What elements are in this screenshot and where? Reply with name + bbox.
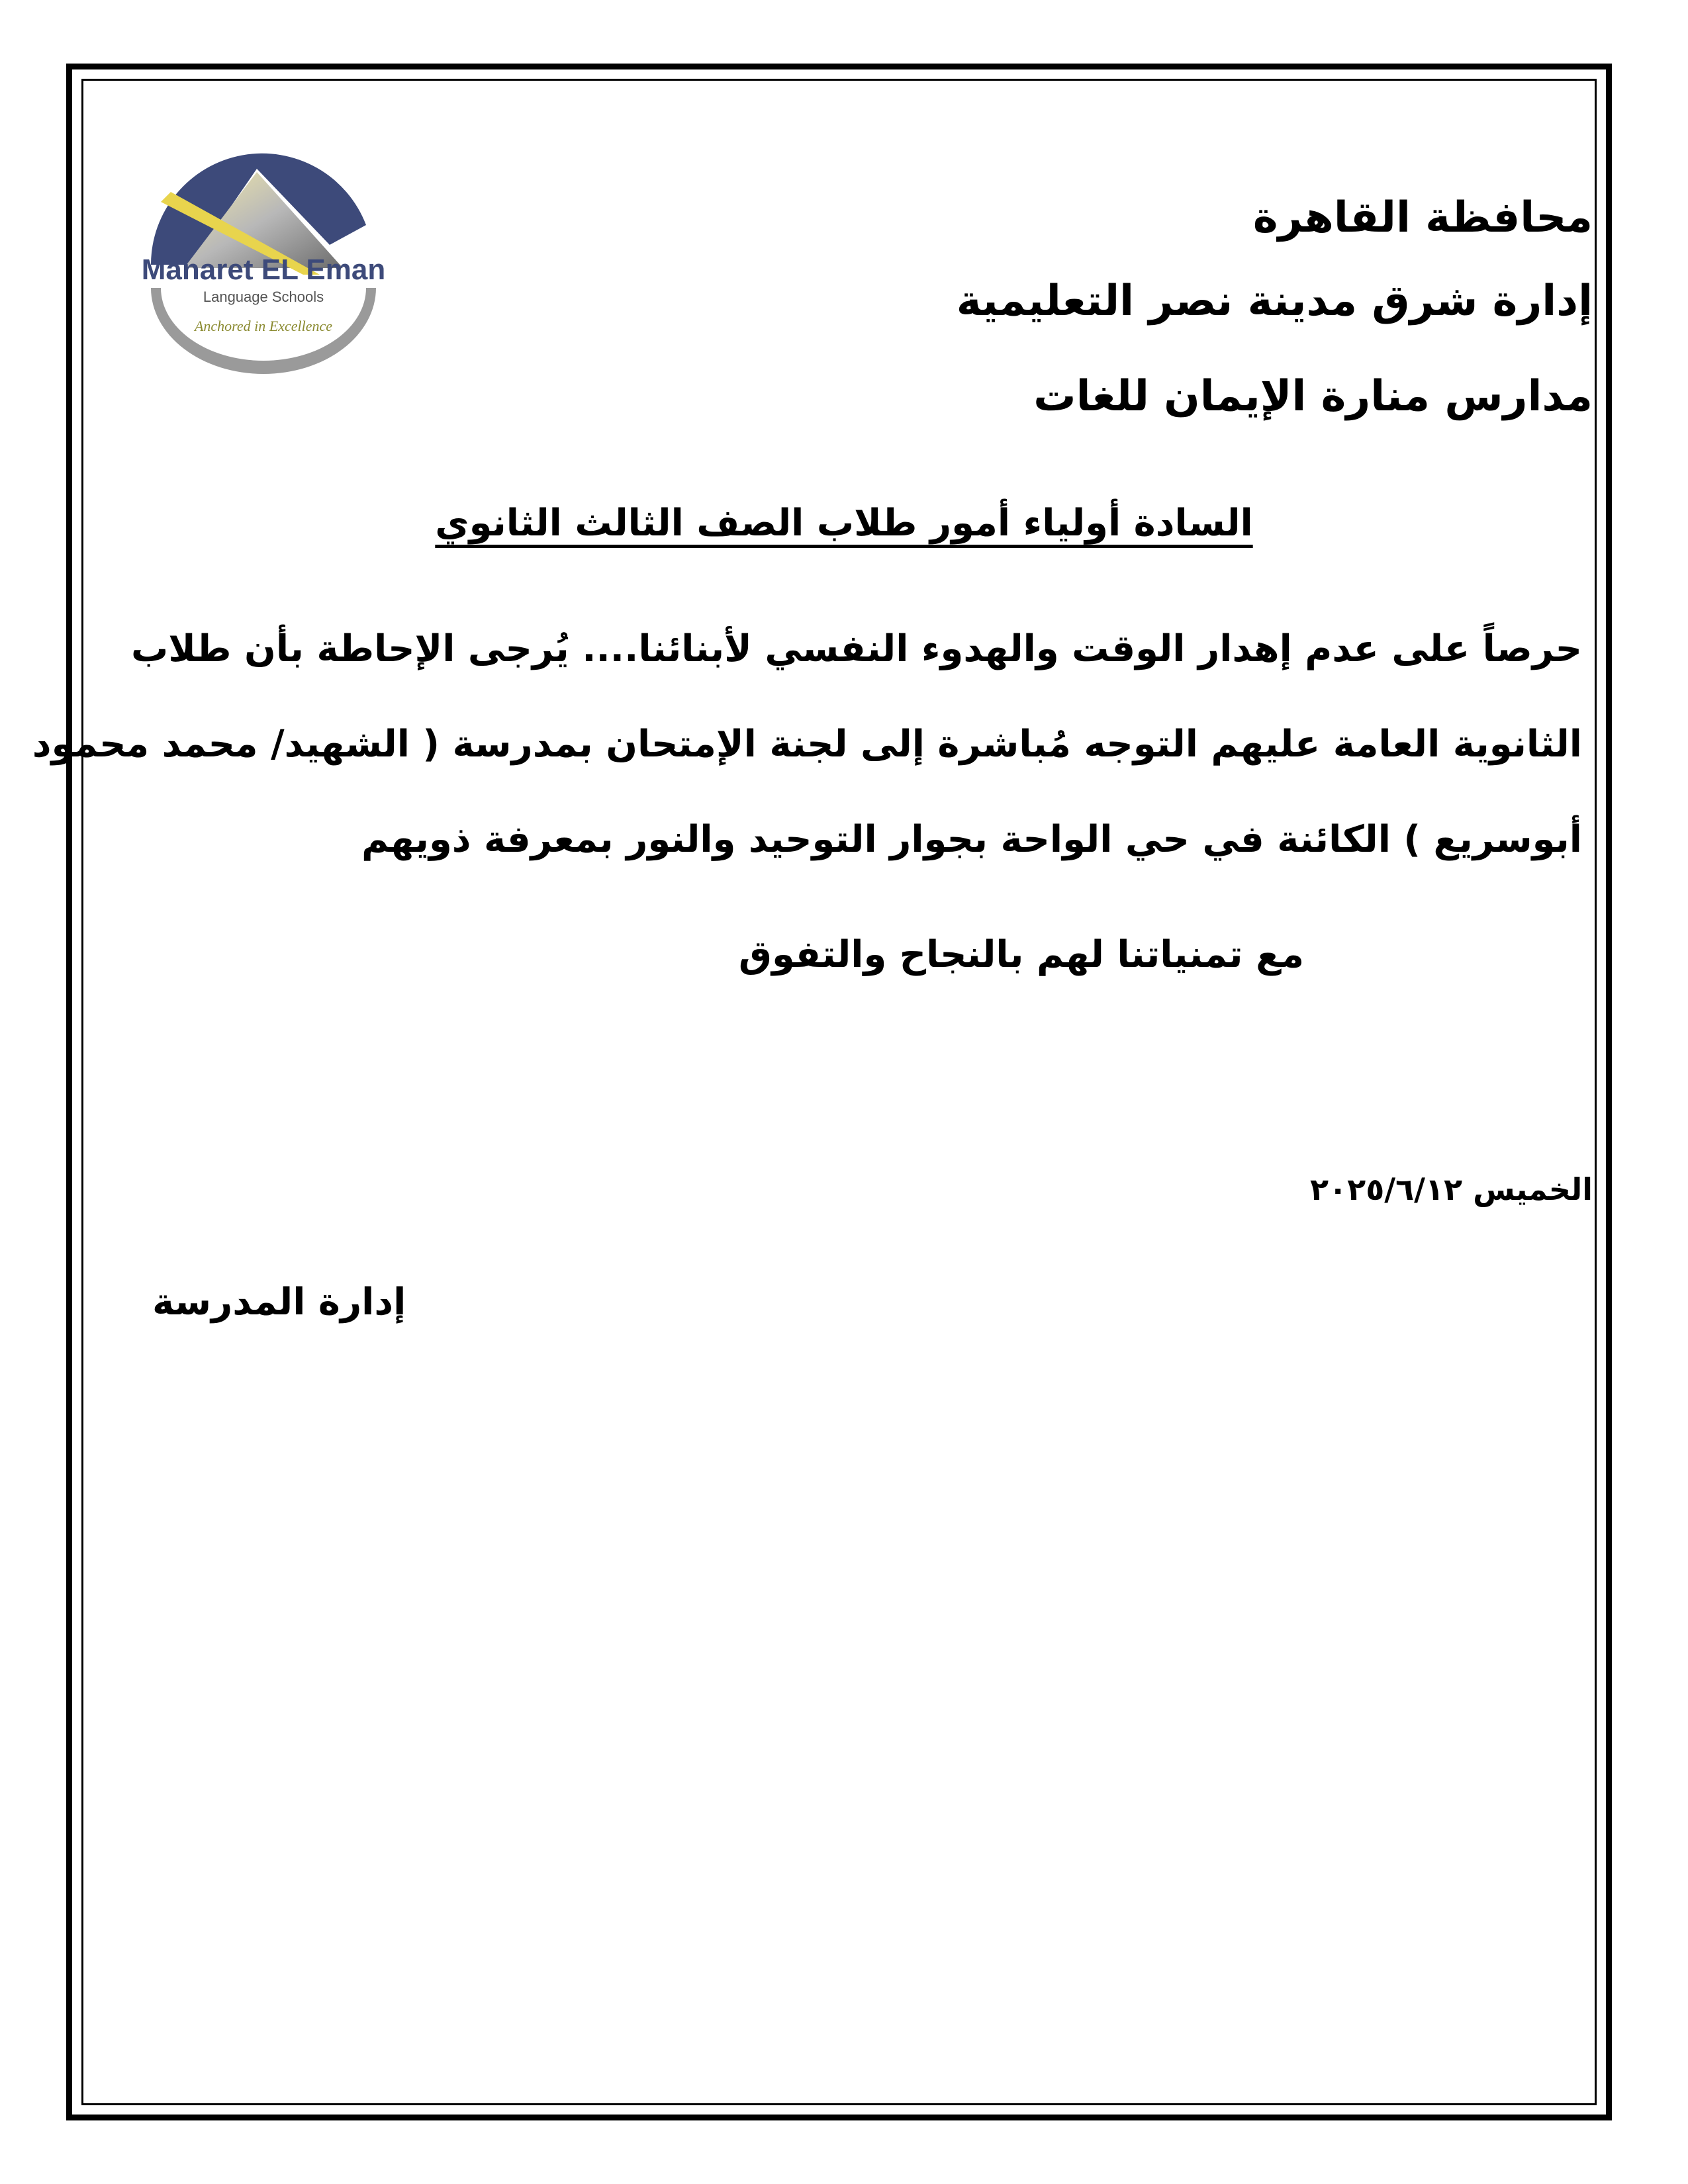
logo-name: Manaret EL Eman	[141, 253, 386, 286]
notice-date: الخميس ٢٠٢٥/٦/١٢	[1310, 1171, 1593, 1207]
administration-heading: إدارة شرق مدينة نصر التعليمية	[956, 277, 1593, 326]
notice-closing: مع تمنياتنا لهم بالنجاح والتفوق	[738, 933, 1304, 976]
school-heading: مدارس منارة الإيمان للغات	[1033, 372, 1593, 421]
signature: إدارة المدرسة	[152, 1281, 406, 1324]
notice-body-line-1: حرصاً على عدم إهدار الوقت والهدوء النفسي لأبنائنا.... يُرجى الإحاطة بأن طلاب	[131, 627, 1582, 670]
notice-body-line-2: الثانوية العامة عليهم التوجه مُباشرة إلى لجنة الإمتحان بمدرسة ( الشهيد/ محمد محمود	[32, 723, 1582, 766]
logo-motto: Anchored in Excellence	[194, 318, 333, 334]
governorate-heading: محافظة القاهرة	[1252, 193, 1593, 242]
notice-title: السادة أولياء أمور طلاب الصف الثالث الثانوي	[435, 502, 1253, 545]
school-logo	[105, 132, 422, 384]
logo-subtitle: Language Schools	[203, 289, 324, 305]
notice-body-line-3: أبوسريع ) الكائنة في حي الواحة بجوار التوحيد والنور بمعرفة ذويهم	[361, 818, 1582, 861]
